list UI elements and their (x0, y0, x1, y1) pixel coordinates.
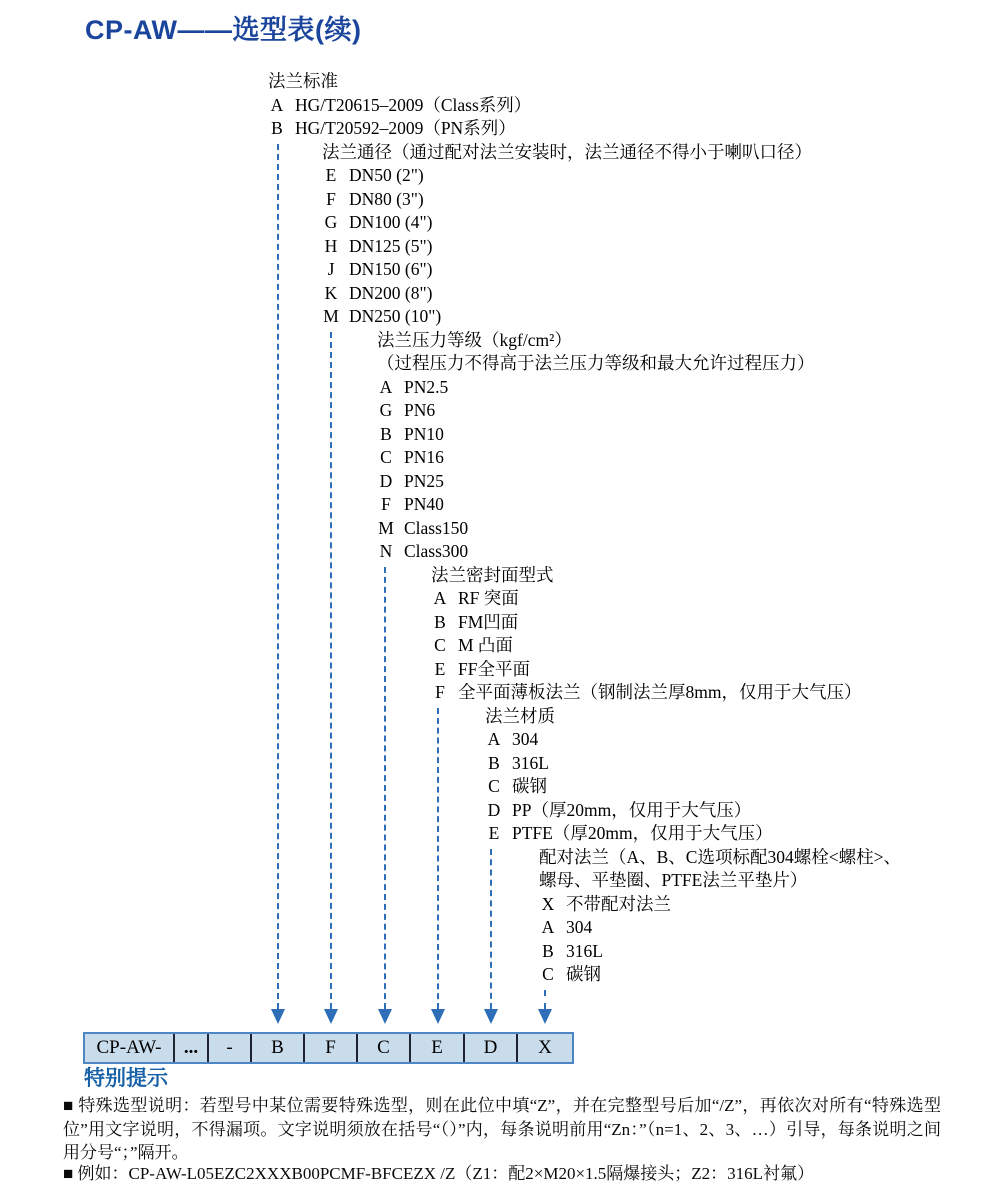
code-cell-8: D (465, 1034, 518, 1062)
option-code: H (324, 235, 338, 256)
section-title: 法兰通径（通过配对法兰安装时，法兰通径不得小于喇叭口径） (322, 141, 812, 162)
option-label: PN16 (404, 447, 444, 467)
option-row (322, 188, 901, 212)
tree-section-2 (322, 141, 901, 329)
section-title: 法兰密封面型式 (431, 564, 554, 585)
code-cell-4: B (252, 1034, 305, 1062)
connector-line-4 (437, 708, 439, 1009)
connector-line-1 (277, 144, 279, 1009)
option-label: DN50 (2") (349, 165, 424, 185)
option-row (377, 376, 901, 400)
option-row (268, 117, 901, 141)
option-code: A (487, 729, 501, 749)
option-row (322, 235, 901, 259)
option-label: 碳钢 (512, 776, 547, 796)
option-label: 全平面薄板法兰（钢制法兰厚8mm，仅用于大气压） (458, 682, 862, 702)
tree-section-5 (485, 705, 901, 846)
option-label: PN6 (404, 400, 436, 420)
section-title: 螺母、平垫圈、PTFE法兰平垫片） (539, 870, 808, 890)
option-row (539, 963, 901, 987)
option-row (377, 540, 901, 564)
tree-section-6 (539, 846, 901, 987)
arrow-down-icon (431, 1009, 445, 1024)
option-code: E (325, 165, 337, 185)
option-code: F (435, 682, 445, 702)
note-heading: 特别提示 (84, 1067, 168, 1090)
option-row (431, 634, 901, 658)
option-code: B (380, 423, 392, 444)
option-label: FF全平面 (458, 658, 530, 679)
arrow-down-icon (538, 1009, 552, 1024)
option-label: 碳钢 (566, 964, 601, 984)
option-label: PN40 (404, 494, 444, 514)
option-label: 316L (512, 752, 549, 773)
option-code: K (324, 282, 338, 303)
option-code: C (434, 635, 446, 655)
option-code: G (324, 212, 338, 232)
option-label: PN10 (404, 423, 444, 444)
option-code: F (326, 188, 336, 209)
option-row (539, 940, 901, 964)
option-row (322, 211, 901, 235)
option-label: DN250 (10") (349, 306, 442, 326)
option-row (377, 493, 901, 517)
option-label: PN2.5 (404, 376, 449, 397)
option-code: C (542, 964, 554, 984)
code-cell-6: C (358, 1034, 411, 1062)
example-paragraph: ■ 例如：CP-AW-L05EZC2XXXB00PCMF-BFCEZX /Z（Z1：配2×M20×1.5隔爆接头；Z2：316L衬氟） (63, 1164, 815, 1183)
option-code: D (379, 470, 393, 491)
option-code: C (380, 447, 392, 467)
connector-line-2 (330, 332, 332, 1009)
code-cell-9: X (538, 1037, 552, 1058)
option-code: G (379, 400, 393, 420)
option-row (485, 752, 901, 776)
option-row (539, 893, 901, 917)
connector-line-5 (490, 849, 492, 1009)
option-label: 304 (566, 917, 593, 937)
code-cell-1: CP-AW- (85, 1034, 175, 1062)
code-cell-5: F (305, 1034, 358, 1062)
option-code: X (541, 893, 555, 914)
code-cell-7: E (411, 1034, 465, 1062)
section-title: （过程压力不得高于法兰压力等级和最大允许过程压力） (377, 353, 815, 373)
option-label: PTFE（厚20mm，仅用于大气压） (512, 823, 773, 843)
option-row (377, 399, 901, 423)
option-code: A (541, 917, 555, 937)
option-label: RF 突面 (458, 588, 519, 608)
tree-section-4 (431, 564, 901, 705)
option-label: DN125 (5") (349, 235, 433, 256)
model-code-table (83, 1032, 574, 1064)
option-label: DN150 (6") (349, 259, 433, 279)
option-code: B (488, 752, 500, 773)
option-label: Class300 (404, 541, 469, 561)
option-code: F (381, 494, 391, 514)
note-paragraph: ■ 特殊选型说明：若型号中某位需要特殊选型，则在此位中填“Z”，并在完整型号后加“/Z”，再依次对所有“特殊选型位”用文字说明，不得漏项。文字说明须放在括号“（）”内，每条说明前用“Zn：”（n=1、2、3、…）引导，每条说明之间用分号“；”隔开。 (63, 1096, 941, 1162)
option-row (377, 446, 901, 470)
page-title: CP-AW——选型表(续) (85, 15, 362, 45)
option-label: FM凹面 (458, 611, 519, 632)
option-code: E (488, 823, 500, 843)
option-label: PP（厚20mm，仅用于大气压） (512, 799, 752, 820)
option-code: A (433, 588, 447, 608)
option-code: E (434, 658, 446, 679)
option-label: Class150 (404, 517, 469, 538)
option-row (431, 611, 901, 635)
arrow-down-icon (324, 1009, 338, 1024)
option-row (377, 470, 901, 494)
tree-section-3 (377, 329, 901, 564)
arrow-down-icon (378, 1009, 392, 1024)
option-code: A (270, 94, 284, 115)
option-code: M (378, 517, 394, 538)
option-code: B (271, 118, 283, 138)
option-row (431, 587, 901, 611)
option-code: B (542, 940, 554, 961)
option-label: DN100 (4") (349, 212, 433, 232)
option-label: M 凸面 (458, 635, 513, 655)
arrow-down-icon (484, 1009, 498, 1024)
option-label: DN80 (3") (349, 188, 424, 209)
option-code: D (487, 799, 501, 820)
option-label: HG/T20615–2009（Class系列） (295, 94, 532, 115)
section-title: 配对法兰（A、B、C选项标配304螺栓<螺柱>、 (539, 846, 901, 867)
option-row (431, 681, 901, 705)
option-label: 304 (512, 729, 539, 749)
option-label: 不带配对法兰 (566, 893, 671, 914)
section-title: 法兰标准 (268, 71, 338, 91)
option-row (322, 282, 901, 306)
tree-section-1 (268, 70, 901, 141)
option-row (322, 164, 901, 188)
option-label: PN25 (404, 470, 444, 491)
arrow-down-icon (271, 1009, 285, 1024)
option-row (539, 916, 901, 940)
option-row (377, 423, 901, 447)
option-label: HG/T20592–2009（PN系列） (295, 118, 516, 138)
option-code: A (379, 376, 393, 397)
option-code: J (327, 259, 335, 279)
code-cell-2: ... (175, 1034, 209, 1062)
section-title: 法兰压力等级（kgf/cm²） (377, 329, 572, 350)
option-row (268, 94, 901, 118)
option-label: DN200 (8") (349, 282, 433, 303)
option-code: C (488, 776, 500, 796)
option-row (485, 799, 901, 823)
section-title: 法兰材质 (485, 705, 555, 726)
code-cell-3: - (209, 1034, 252, 1062)
option-row (377, 517, 901, 541)
option-row (485, 775, 901, 799)
option-row (485, 728, 901, 752)
option-label: 316L (566, 940, 603, 961)
option-row (322, 305, 901, 329)
option-row (322, 258, 901, 282)
option-row (431, 658, 901, 682)
connector-line-6 (544, 990, 546, 1009)
option-code: B (434, 611, 446, 632)
option-code: M (323, 306, 339, 326)
option-row (485, 822, 901, 846)
option-code: N (379, 541, 393, 561)
selection-tree (0, 70, 901, 987)
connector-line-3 (384, 567, 386, 1009)
